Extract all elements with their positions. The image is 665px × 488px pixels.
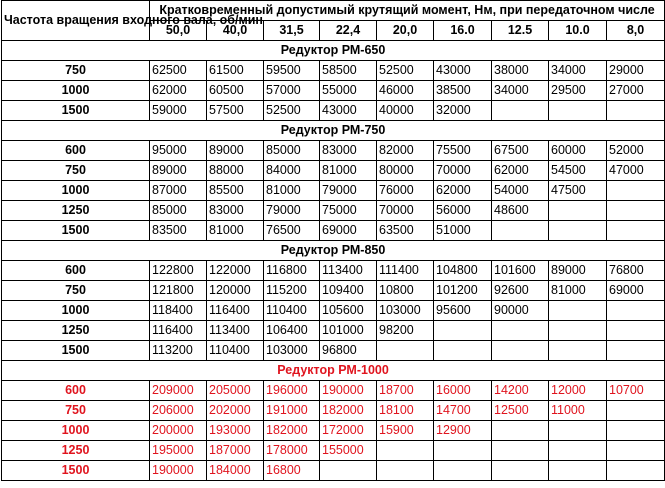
value-cell: 81000 [320,161,377,181]
table-row [2,321,665,341]
value-cell: 83500 [150,221,207,241]
value-cell: 52000 [607,141,665,161]
value-cell: 15900 [377,421,434,441]
value-cell: 14700 [434,401,492,421]
value-cell: 81000 [207,221,264,241]
value-cell [377,461,434,481]
speed-cell: 1250 [2,441,150,461]
value-cell [434,441,492,461]
ratio-header: 22,4 [320,21,377,41]
value-cell: 43000 [434,61,492,81]
section-title: Редуктор РМ-1000 [2,361,665,381]
value-cell: 10700 [607,381,665,401]
value-cell [492,461,549,481]
value-cell: 43000 [320,101,377,121]
value-cell [434,321,492,341]
value-cell: 34000 [492,81,549,101]
ratio-header: 16.0 [434,21,492,41]
table-row [2,101,665,121]
value-cell: 85500 [207,181,264,201]
value-cell: 79000 [264,201,320,221]
value-cell: 89000 [150,161,207,181]
section-title: Редуктор РМ-650 [2,41,665,61]
value-cell: 109400 [320,281,377,301]
table-row [2,181,665,201]
section-title: Редуктор РМ-850 [2,241,665,261]
value-cell: 87000 [150,181,207,201]
value-cell: 62000 [434,181,492,201]
value-cell [492,421,549,441]
value-cell: 48600 [492,201,549,221]
value-cell [492,221,549,241]
table-row [2,221,665,241]
table-row [2,401,665,421]
value-cell: 190000 [150,461,207,481]
speed-cell: 750 [2,161,150,181]
value-cell: 89000 [207,141,264,161]
value-cell: 85000 [150,201,207,221]
value-cell: 195000 [150,441,207,461]
value-cell: 196000 [264,381,320,401]
value-cell: 184000 [207,461,264,481]
table-row [2,141,665,161]
section-row [2,361,665,381]
value-cell: 18100 [377,401,434,421]
section-row [2,241,665,261]
value-cell: 75500 [434,141,492,161]
value-cell: 67500 [492,141,549,161]
value-cell: 103000 [377,301,434,321]
value-cell: 70000 [377,201,434,221]
speed-cell: 600 [2,381,150,401]
table-row [2,441,665,461]
ratio-header: 8,0 [607,21,665,41]
ratio-header: 20,0 [377,21,434,41]
value-cell: 190000 [320,381,377,401]
value-cell: 101600 [492,261,549,281]
value-cell: 14200 [492,381,549,401]
value-cell: 206000 [150,401,207,421]
table-row [2,421,665,441]
value-cell: 110400 [264,301,320,321]
value-cell [377,341,434,361]
value-cell: 103000 [264,341,320,361]
section-row [2,41,665,61]
value-cell: 113200 [150,341,207,361]
ratio-header: 50,0 [150,21,207,41]
speed-cell: 1250 [2,201,150,221]
table-row [2,161,665,181]
value-cell [492,321,549,341]
value-cell: 95000 [150,141,207,161]
value-cell: 59000 [150,101,207,121]
table-row [2,261,665,281]
value-cell [549,301,607,321]
value-cell: 38500 [434,81,492,101]
torque-table [1,0,665,481]
value-cell: 89000 [549,261,607,281]
value-cell: 110400 [207,341,264,361]
table-row [2,461,665,481]
ratio-header: 31,5 [264,21,320,41]
value-cell: 116400 [207,301,264,321]
value-cell: 51000 [434,221,492,241]
value-cell: 46000 [377,81,434,101]
value-cell [434,341,492,361]
speed-cell: 750 [2,61,150,81]
value-cell: 101000 [320,321,377,341]
value-cell [607,461,665,481]
value-cell: 182000 [264,421,320,441]
table-row [2,201,665,221]
value-cell: 29000 [607,61,665,81]
value-cell: 70000 [434,161,492,181]
value-cell: 57000 [264,81,320,101]
section-title: Редуктор РМ-750 [2,121,665,141]
value-cell: 59500 [264,61,320,81]
value-cell: 60500 [207,81,264,101]
value-cell: 52500 [377,61,434,81]
value-cell: 10800 [377,281,434,301]
value-cell: 69000 [320,221,377,241]
speed-cell: 1500 [2,341,150,361]
row-header: Частота вращения входного вала, об/мин [2,1,150,41]
value-cell: 60000 [549,141,607,161]
speed-cell: 1000 [2,301,150,321]
value-cell: 57500 [207,101,264,121]
value-cell: 155000 [320,441,377,461]
value-cell [492,341,549,361]
value-cell [607,401,665,421]
value-cell: 40000 [377,101,434,121]
value-cell: 191000 [264,401,320,421]
speed-cell: 750 [2,281,150,301]
table-row [2,281,665,301]
value-cell: 202000 [207,401,264,421]
table-row [2,341,665,361]
value-cell [492,101,549,121]
value-cell: 81000 [549,281,607,301]
value-cell [607,441,665,461]
value-cell: 81000 [264,181,320,201]
value-cell [549,221,607,241]
value-cell: 116800 [264,261,320,281]
speed-cell: 1500 [2,461,150,481]
value-cell: 61500 [207,61,264,81]
value-cell: 122800 [150,261,207,281]
value-cell [492,441,549,461]
value-cell: 172000 [320,421,377,441]
value-cell: 76800 [607,261,665,281]
value-cell: 88000 [207,161,264,181]
speed-cell: 600 [2,261,150,281]
value-cell: 83000 [320,141,377,161]
value-cell [434,461,492,481]
table-row [2,381,665,401]
value-cell [607,181,665,201]
ratio-header: 10.0 [549,21,607,41]
value-cell: 27000 [607,81,665,101]
speed-cell: 750 [2,401,150,421]
value-cell: 83000 [207,201,264,221]
value-cell: 200000 [150,421,207,441]
value-cell [607,421,665,441]
value-cell: 113400 [207,321,264,341]
value-cell: 47500 [549,181,607,201]
value-cell: 193000 [207,421,264,441]
value-cell: 182000 [320,401,377,421]
main-header: Кратковременный допустимый крутящий момент, Нм, при передаточном числе [150,1,665,21]
section-row [2,121,665,141]
value-cell: 12500 [492,401,549,421]
value-cell: 82000 [377,141,434,161]
speed-cell: 1250 [2,321,150,341]
ratio-header: 40,0 [207,21,264,41]
value-cell: 104800 [434,261,492,281]
value-cell [607,201,665,221]
table-row [2,301,665,321]
value-cell: 16800 [264,461,320,481]
value-cell: 52500 [264,101,320,121]
value-cell [549,321,607,341]
value-cell: 76000 [377,181,434,201]
value-cell: 11000 [549,401,607,421]
value-cell: 34000 [549,61,607,81]
ratio-header: 12.5 [492,21,549,41]
value-cell: 95600 [434,301,492,321]
value-cell: 106400 [264,321,320,341]
value-cell: 12900 [434,421,492,441]
value-cell: 92600 [492,281,549,301]
value-cell: 54500 [549,161,607,181]
value-cell: 12000 [549,381,607,401]
value-cell: 116400 [150,321,207,341]
value-cell: 187000 [207,441,264,461]
value-cell [549,101,607,121]
value-cell: 111400 [377,261,434,281]
value-cell: 205000 [207,381,264,401]
value-cell: 16000 [434,381,492,401]
value-cell: 115200 [264,281,320,301]
speed-cell: 1500 [2,101,150,121]
value-cell [377,441,434,461]
value-cell [607,221,665,241]
value-cell: 18700 [377,381,434,401]
value-cell: 122000 [207,261,264,281]
value-cell: 47000 [607,161,665,181]
speed-cell: 1000 [2,421,150,441]
table-row [2,81,665,101]
value-cell: 178000 [264,441,320,461]
value-cell: 118400 [150,301,207,321]
value-cell: 105600 [320,301,377,321]
value-cell [607,321,665,341]
value-cell: 75000 [320,201,377,221]
value-cell: 56000 [434,201,492,221]
value-cell: 85000 [264,141,320,161]
table-body [2,41,665,481]
value-cell [549,341,607,361]
value-cell: 79000 [320,181,377,201]
speed-cell: 1500 [2,221,150,241]
value-cell: 120000 [207,281,264,301]
value-cell: 90000 [492,301,549,321]
value-cell [320,461,377,481]
table-row [2,61,665,81]
value-cell: 101200 [434,281,492,301]
value-cell: 96800 [320,341,377,361]
value-cell [549,421,607,441]
value-cell: 32000 [434,101,492,121]
speed-cell: 1000 [2,181,150,201]
value-cell [549,441,607,461]
value-cell: 38000 [492,61,549,81]
value-cell: 80000 [377,161,434,181]
value-cell: 62000 [150,81,207,101]
value-cell: 58500 [320,61,377,81]
value-cell [549,461,607,481]
value-cell: 121800 [150,281,207,301]
value-cell [549,201,607,221]
value-cell: 209000 [150,381,207,401]
value-cell: 55000 [320,81,377,101]
value-cell: 113400 [320,261,377,281]
value-cell: 76500 [264,221,320,241]
value-cell: 69000 [607,281,665,301]
speed-cell: 600 [2,141,150,161]
value-cell: 98200 [377,321,434,341]
value-cell: 62500 [150,61,207,81]
value-cell: 84000 [264,161,320,181]
value-cell: 63500 [377,221,434,241]
value-cell: 29500 [549,81,607,101]
speed-cell: 1000 [2,81,150,101]
value-cell [607,301,665,321]
value-cell [607,101,665,121]
value-cell: 54000 [492,181,549,201]
value-cell [607,341,665,361]
value-cell: 62000 [492,161,549,181]
